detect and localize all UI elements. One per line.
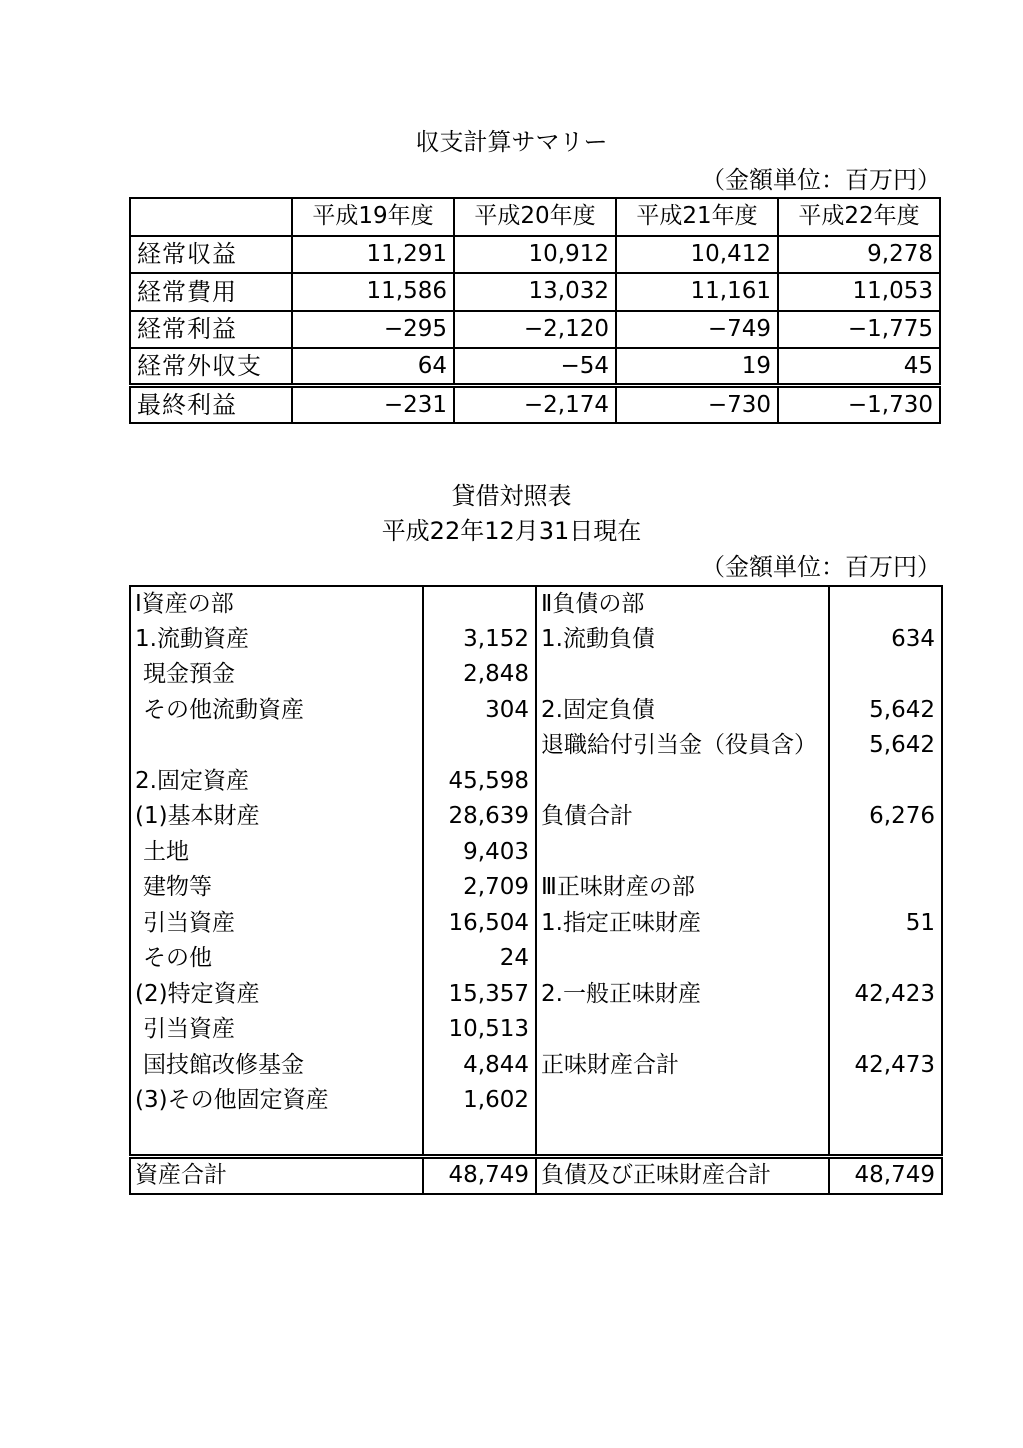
asset-value: 24 bbox=[423, 941, 536, 977]
total-assets-label: 資産合計 bbox=[130, 1157, 423, 1194]
balance-sheet-table bbox=[129, 585, 943, 1195]
cell-value: −749 bbox=[616, 311, 778, 349]
balance-row bbox=[130, 657, 942, 693]
asset-label: 2.固定資産 bbox=[130, 764, 423, 800]
asset-label: 1.流動資産 bbox=[130, 622, 423, 658]
year-header: 平成19年度 bbox=[292, 198, 454, 236]
row-label: 経常利益 bbox=[130, 311, 292, 349]
balance-row bbox=[130, 941, 942, 977]
balance-row bbox=[130, 870, 942, 906]
empty-cell bbox=[130, 1119, 423, 1157]
cell-value: 11,586 bbox=[292, 273, 454, 311]
liability-label: 1.指定正味財産 bbox=[536, 906, 829, 942]
asset-label: (1)基本財産 bbox=[130, 799, 423, 835]
summary-row-ordinary-revenue bbox=[130, 236, 940, 274]
balance-row bbox=[130, 693, 942, 729]
liability-value bbox=[829, 1083, 942, 1119]
cell-value: 11,161 bbox=[616, 273, 778, 311]
liability-value bbox=[829, 835, 942, 871]
asset-label: 国技館改修基金 bbox=[130, 1048, 423, 1084]
balance-row bbox=[130, 1083, 942, 1119]
balance-sheet-date: 平成22年12月31日現在 bbox=[381, 517, 642, 545]
row-label: 経常費用 bbox=[130, 273, 292, 311]
asset-value: 16,504 bbox=[423, 906, 536, 942]
liability-label: Ⅲ正味財産の部 bbox=[536, 870, 829, 906]
liability-value: 634 bbox=[829, 622, 942, 658]
liability-value: 42,423 bbox=[829, 977, 942, 1013]
asset-label: 建物等 bbox=[130, 870, 423, 906]
balance-sheet-title: 貸借対照表 bbox=[451, 482, 572, 510]
asset-label: 土地 bbox=[130, 835, 423, 871]
row-label: 経常収益 bbox=[130, 236, 292, 274]
liability-value: 5,642 bbox=[829, 693, 942, 729]
asset-value bbox=[423, 586, 536, 622]
liability-label bbox=[536, 1083, 829, 1119]
asset-value: 45,598 bbox=[423, 764, 536, 800]
empty-cell bbox=[536, 1119, 829, 1157]
asset-label: (3)その他固定資産 bbox=[130, 1083, 423, 1119]
liability-value bbox=[829, 870, 942, 906]
cell-value: 11,053 bbox=[778, 273, 940, 311]
asset-value: 1,602 bbox=[423, 1083, 536, 1119]
asset-value: 304 bbox=[423, 693, 536, 729]
liability-label: 2.一般正味財産 bbox=[536, 977, 829, 1013]
asset-value: 2,709 bbox=[423, 870, 536, 906]
balance-row bbox=[130, 728, 942, 764]
balance-total-row bbox=[130, 1157, 942, 1194]
asset-label: その他 bbox=[130, 941, 423, 977]
row-label: 最終利益 bbox=[130, 386, 292, 424]
year-header: 平成20年度 bbox=[454, 198, 616, 236]
summary-header-row bbox=[130, 198, 940, 236]
liability-label bbox=[536, 657, 829, 693]
liability-value: 5,642 bbox=[829, 728, 942, 764]
asset-label bbox=[130, 728, 423, 764]
liability-label: 負債合計 bbox=[536, 799, 829, 835]
balance-spacer-row bbox=[130, 1119, 942, 1157]
total-assets-value: 48,749 bbox=[423, 1157, 536, 1194]
balance-unit-note: （金額単位：百万円） bbox=[701, 553, 941, 581]
asset-label: 現金預金 bbox=[130, 657, 423, 693]
liability-label bbox=[536, 1012, 829, 1048]
cell-value: −1,775 bbox=[778, 311, 940, 349]
total-liabilities-label: 負債及び正味財産合計 bbox=[536, 1157, 829, 1194]
liability-label: 退職給付引当金（役員含） bbox=[536, 728, 829, 764]
balance-row bbox=[130, 977, 942, 1013]
cell-value: −2,174 bbox=[454, 386, 616, 424]
empty-cell bbox=[423, 1119, 536, 1157]
asset-value: 10,513 bbox=[423, 1012, 536, 1048]
liability-label bbox=[536, 764, 829, 800]
cell-value: 64 bbox=[292, 348, 454, 386]
asset-value: 9,403 bbox=[423, 835, 536, 871]
cell-value: 19 bbox=[616, 348, 778, 386]
balance-row bbox=[130, 906, 942, 942]
asset-value: 2,848 bbox=[423, 657, 536, 693]
balance-row bbox=[130, 764, 942, 800]
liability-value bbox=[829, 764, 942, 800]
summary-row-ordinary-profit bbox=[130, 311, 940, 349]
liability-label bbox=[536, 941, 829, 977]
summary-row-extraordinary bbox=[130, 348, 940, 386]
cell-value: −730 bbox=[616, 386, 778, 424]
liability-value: 51 bbox=[829, 906, 942, 942]
asset-value: 4,844 bbox=[423, 1048, 536, 1084]
asset-label: (2)特定資産 bbox=[130, 977, 423, 1013]
liability-value: 42,473 bbox=[829, 1048, 942, 1084]
summary-row-final-profit bbox=[130, 386, 940, 424]
cell-value: 13,032 bbox=[454, 273, 616, 311]
cell-value: −1,730 bbox=[778, 386, 940, 424]
liability-label: Ⅱ負債の部 bbox=[536, 586, 829, 622]
cell-value: −231 bbox=[292, 386, 454, 424]
asset-label: その他流動資産 bbox=[130, 693, 423, 729]
asset-value bbox=[423, 728, 536, 764]
cell-value: 11,291 bbox=[292, 236, 454, 274]
balance-row bbox=[130, 799, 942, 835]
cell-value: 9,278 bbox=[778, 236, 940, 274]
balance-row bbox=[130, 1048, 942, 1084]
balance-row bbox=[130, 622, 942, 658]
balance-row bbox=[130, 1012, 942, 1048]
cell-value: 45 bbox=[778, 348, 940, 386]
asset-label: Ⅰ資産の部 bbox=[130, 586, 423, 622]
asset-label: 引当資産 bbox=[130, 1012, 423, 1048]
liability-value bbox=[829, 657, 942, 693]
summary-header-blank bbox=[130, 198, 292, 236]
liability-value bbox=[829, 1012, 942, 1048]
asset-value: 28,639 bbox=[423, 799, 536, 835]
summary-title: 収支計算サマリー bbox=[415, 128, 608, 156]
asset-value: 3,152 bbox=[423, 622, 536, 658]
cell-value: 10,912 bbox=[454, 236, 616, 274]
liability-value bbox=[829, 586, 942, 622]
row-label: 経常外収支 bbox=[130, 348, 292, 386]
cell-value: 10,412 bbox=[616, 236, 778, 274]
balance-row bbox=[130, 835, 942, 871]
liability-label: 正味財産合計 bbox=[536, 1048, 829, 1084]
total-liabilities-value: 48,749 bbox=[829, 1157, 942, 1194]
year-header: 平成21年度 bbox=[616, 198, 778, 236]
liability-label: 2.固定負債 bbox=[536, 693, 829, 729]
asset-value: 15,357 bbox=[423, 977, 536, 1013]
liability-label: 1.流動負債 bbox=[536, 622, 829, 658]
liability-label bbox=[536, 835, 829, 871]
balance-row bbox=[130, 586, 942, 622]
year-header: 平成22年度 bbox=[778, 198, 940, 236]
asset-label: 引当資産 bbox=[130, 906, 423, 942]
liability-value: 6,276 bbox=[829, 799, 942, 835]
summary-unit-note: （金額単位：百万円） bbox=[701, 166, 941, 194]
empty-cell bbox=[829, 1119, 942, 1157]
cell-value: −295 bbox=[292, 311, 454, 349]
summary-row-ordinary-expense bbox=[130, 273, 940, 311]
cell-value: −54 bbox=[454, 348, 616, 386]
liability-value bbox=[829, 941, 942, 977]
cell-value: −2,120 bbox=[454, 311, 616, 349]
income-summary-table bbox=[129, 197, 941, 424]
